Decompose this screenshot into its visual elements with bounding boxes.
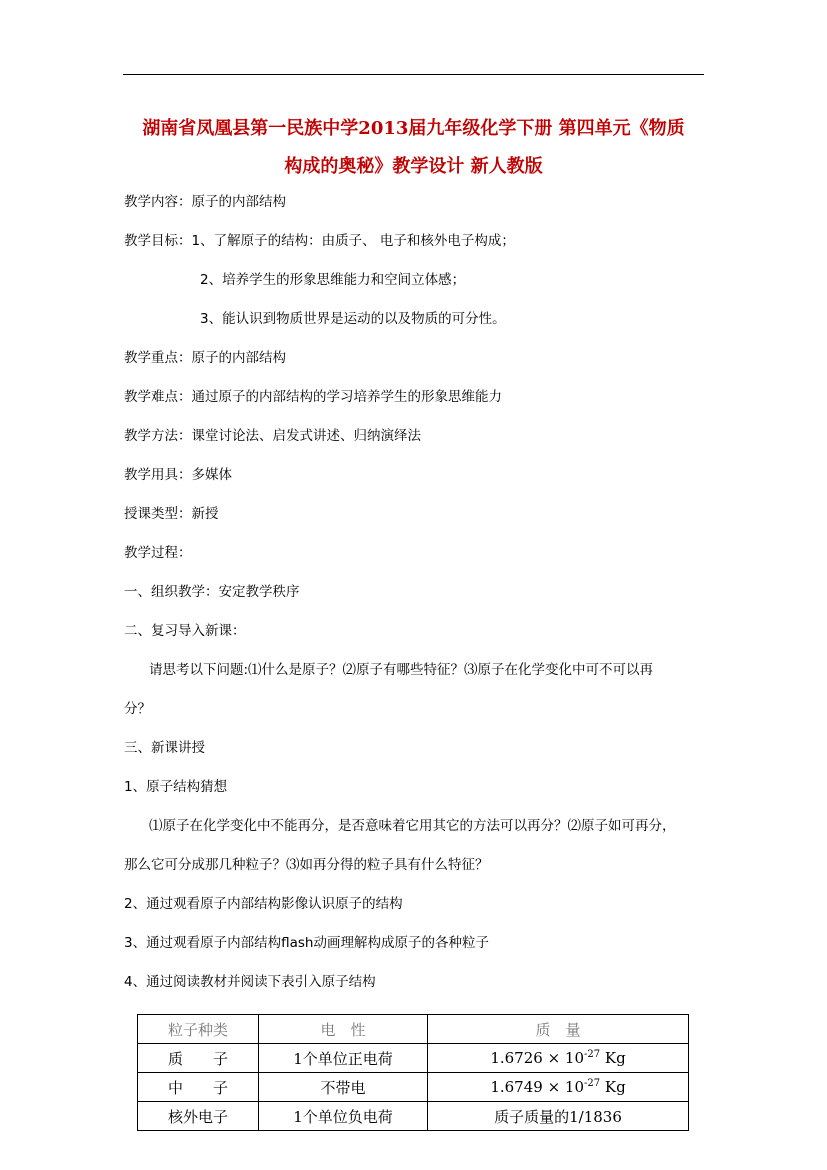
particle-name: 中 子	[138, 1073, 259, 1102]
teaching-goal-3: 3、能认识到物质世界是运动的以及物质的可分性。	[200, 311, 506, 327]
step-two: 二、复习导入新课：	[124, 623, 246, 639]
particle-charge: 不带电	[259, 1073, 428, 1102]
table-row	[138, 1073, 689, 1102]
particle-charge: 1个单位负电荷	[259, 1102, 428, 1131]
header-mass: 质 量	[428, 1015, 689, 1044]
guess-questions: ⑴原子在化学变化中不能再分，是否意味着它用其它的方法可以再分？⑵原子如可再分，	[149, 818, 676, 834]
particle-mass: $1.6726 \times 10^{-27}$ Kg	[428, 1044, 689, 1073]
step-one: 一、组织教学：安定教学秩序	[124, 584, 300, 600]
teaching-tools: 教学用具：多媒体	[124, 467, 232, 483]
teaching-difficulty: 教学难点：通过原子的内部结构的学习培养学生的形象思维能力	[124, 389, 502, 405]
header-particle-type: 粒子种类	[138, 1015, 259, 1044]
header-rule	[123, 74, 704, 75]
title-line-1: 湖南省凤凰县第一民族中学2013届九年级化学下册 第四单元《物质	[142, 118, 685, 139]
table-header-row	[138, 1015, 689, 1044]
item-4: 4、通过阅读教材并阅读下表引入原子结构	[124, 974, 376, 990]
review-questions: 请思考以下问题:⑴什么是原子？⑵原子有哪些特征？⑶原子在化学变化中可不可以再	[149, 662, 654, 678]
header-charge: 电 性	[259, 1015, 428, 1044]
particle-name: 核外电子	[138, 1102, 259, 1131]
particle-table	[137, 1014, 689, 1131]
item-3: 3、通过观看原子内部结构flash动画理解构成原子的各种粒子	[124, 935, 489, 951]
teaching-method: 教学方法：课堂讨论法、启发式讲述、归纳演绎法	[124, 428, 421, 444]
teaching-goal-2: 2、培养学生的形象思维能力和空间立体感；	[200, 272, 466, 288]
teaching-key-point: 教学重点：原子的内部结构	[124, 350, 286, 366]
guess-questions-cont: 那么它可分成那几种粒子？⑶如再分得的粒子具有什么特征？	[124, 857, 489, 873]
table-row	[138, 1044, 689, 1073]
lesson-type: 授课类型：新授	[124, 506, 219, 522]
teaching-process: 教学过程：	[124, 545, 192, 561]
review-questions-cont: 分？	[124, 701, 151, 717]
table-row	[138, 1102, 689, 1131]
teaching-goal-1: 教学目标：1、了解原子的结构：由质子、 电子和核外电子构成；	[124, 233, 515, 249]
particle-mass: 质子质量的1/1836	[428, 1102, 689, 1131]
particle-mass: $1.6749 \times 10^{-27}$ Kg	[428, 1073, 689, 1102]
title-line-2: 构成的奥秘》教学设计 新人教版	[284, 156, 543, 177]
particle-name: 质 子	[138, 1044, 259, 1073]
document-title	[110, 110, 717, 186]
step-three: 三、新课讲授	[124, 740, 205, 756]
item-2: 2、通过观看原子内部结构影像认识原子的结构	[124, 896, 403, 912]
item-1: 1、原子结构猜想	[124, 779, 228, 795]
teaching-content: 教学内容：原子的内部结构	[124, 194, 286, 210]
particle-charge: 1个单位正电荷	[259, 1044, 428, 1073]
